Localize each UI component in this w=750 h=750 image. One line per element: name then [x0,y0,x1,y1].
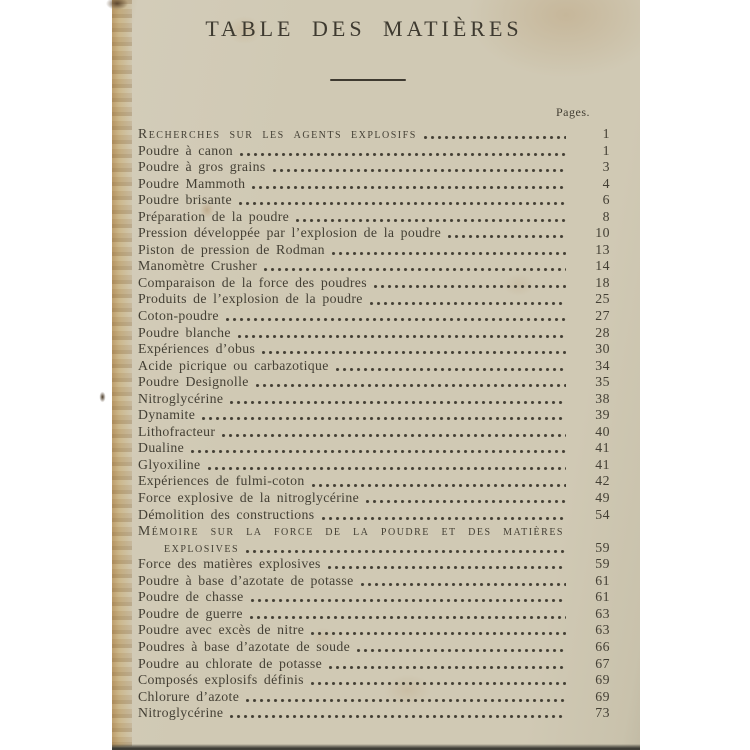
toc-entry [138,507,610,524]
dot-leader [329,666,566,669]
toc-entry-label: Poudre blanche [138,324,231,340]
toc-entry-label: Pression développée par l’explosion de la poudre [138,225,442,241]
toc-entry [138,275,610,292]
dot-leader [246,699,566,702]
dot-leader [239,202,566,205]
toc-entry-label: Poudre à gros grains [138,159,266,175]
dot-leader [250,616,566,619]
toc-entry-label: Recherches sur les agents explosifs [138,126,417,141]
toc-entry-label: Poudre Mammoth [138,175,246,191]
toc-entry [138,176,610,193]
dot-leader [222,434,566,437]
toc-entry [138,672,610,689]
toc-entry [138,440,610,457]
toc-entry-page-number: 61 [595,589,610,605]
toc-entry [138,689,610,706]
dot-leader [240,153,566,156]
toc-entry-page-number: 40 [595,423,610,439]
toc-entry-label: Force des matières explosives [138,556,321,572]
toc-entry-label: Expériences d’obus [138,341,256,357]
toc-entry-label: Démolition des constructions [138,506,315,522]
toc-entry-label: Dynamite [138,407,196,423]
dot-leader [252,186,566,189]
toc-list [138,126,610,722]
toc-entry-label: Acide picrique ou carbazotique [138,357,329,373]
toc-entry-label: Glyoxiline [138,456,201,472]
dot-leader [264,268,566,271]
toc-entry [138,556,610,573]
toc-entry-label: Poudre de chasse [138,589,244,605]
toc-entry [138,308,610,325]
toc-entry-page-number: 66 [595,638,610,654]
dot-leader [361,583,566,586]
toc-entry [138,143,610,160]
toc-entry [138,258,610,275]
toc-entry [138,159,610,176]
toc-entry-label: Poudres à base d’azotate de soude [138,638,351,654]
toc-entry-page-number: 6 [602,192,610,208]
dot-leader [366,500,566,503]
toc-entry-label: Force explosive de la nitroglycérine [138,490,360,506]
toc-entry-page-number: 67 [595,655,610,671]
toc-entry-page-number: 59 [595,556,610,572]
toc-entry [138,606,610,623]
toc-entry-page-number: 1 [602,142,610,158]
dot-leader [208,467,566,470]
dot-leader [273,169,566,172]
dot-leader [256,384,566,387]
title-divider [330,79,406,81]
toc-entry-page-number: 34 [595,357,610,373]
toc-entry-page-number: 35 [595,374,610,390]
toc-entry [138,490,610,507]
toc-entry-page-number: 27 [595,308,610,324]
dot-leader [357,649,566,652]
toc-entry [138,341,610,358]
toc-entry-page-number: 41 [595,440,610,456]
dot-leader [202,417,566,420]
toc-entry-page-number: 61 [595,572,610,588]
toc-entry [138,473,610,490]
dot-leader [251,599,566,602]
toc-entry-page-number: 63 [595,605,610,621]
toc-entry-label: Dualine [138,440,185,456]
dot-leader [246,550,566,553]
toc-entry [138,705,610,722]
toc-entry-page-number: 13 [595,241,610,257]
dot-leader [262,351,566,354]
dot-leader [191,450,566,453]
toc-entry-label-continuation: explosives [164,539,240,555]
page-bottom-edge [112,744,640,750]
toc-entry [138,291,610,308]
toc-entry-label: Nitroglycérine [138,390,224,406]
toc-entry-page-number: 28 [595,324,610,340]
dot-leader [311,632,566,635]
toc-entry-label: Poudre au chlorate de potasse [138,655,323,671]
toc-entry-label: Poudre brisante [138,192,232,208]
toc-entry [138,192,610,209]
toc-entry [138,358,610,375]
toc-entry-label: Nitroglycérine [138,705,224,721]
dot-leader [311,682,566,685]
toc-entry-page-number: 63 [595,622,610,638]
toc-entry-page-number: 4 [602,175,610,191]
toc-entry-label: Mémoire sur la force de la poudre et des matières [138,523,564,539]
toc-entry [138,573,610,590]
toc-entry [138,391,610,408]
toc-entry [138,639,610,656]
toc-entry-label: Manomètre Crusher [138,258,258,274]
toc-entry-label: Poudre à canon [138,142,233,158]
toc-entry-page-number: 25 [595,291,610,307]
toc-entry-page-number: 1 [602,126,610,141]
dot-leader [230,715,566,718]
toc-entry-page-number: 49 [595,490,610,506]
toc-entry-label: Piston de pression de Rodman [138,241,325,257]
toc-entry-label: Poudre Designolle [138,374,249,390]
toc-entry [138,407,610,424]
toc-entry-page-number: 8 [602,208,610,224]
dot-leader [370,302,566,305]
dot-leader [332,252,566,255]
toc-entry-page-number: 3 [602,159,610,175]
toc-entry [138,589,610,606]
page-left-edge [112,0,132,750]
toc-entry-page-number: 73 [595,705,610,721]
toc-entry [138,656,610,673]
toc-entry-page-number: 38 [595,390,610,406]
toc-entry-label: Poudre de guerre [138,605,243,621]
toc-entry-page-number: 10 [595,225,610,241]
toc-entry-page-number: 30 [595,341,610,357]
dot-leader [336,368,566,371]
toc-entry [138,126,610,143]
toc-entry-label: Coton-poudre [138,308,219,324]
toc-entry-page-number: 54 [595,506,610,522]
toc-entry-label: Lithofracteur [138,423,216,439]
toc-entry [138,622,610,639]
toc-entry-page-number: 69 [595,672,610,688]
toc-entry-label: Poudre avec excès de nitre [138,622,305,638]
dot-leader [226,318,566,321]
toc-entry-page-number: 69 [595,688,610,704]
dot-leader [328,566,566,569]
toc-entry-label: Poudre à base d’azotate de potasse [138,572,354,588]
dot-leader [322,517,566,520]
toc-entry-page-number: 42 [595,473,610,489]
toc-entry [138,374,610,391]
toc-entry [138,540,610,557]
toc-entry-label: Produits de l’explosion de la poudre [138,291,363,307]
toc-entry [138,242,610,259]
toc-entry [138,225,610,242]
page-title: TABLE DES MATIÈRES [205,16,523,41]
dot-leader [230,401,566,404]
dot-leader [296,219,566,222]
toc-entry-label: Chlorure d’azote [138,688,240,704]
pages-column-header: Pages. [556,105,590,119]
dot-leader [374,285,566,288]
toc-entry-label: Comparaison de la force des poudres [138,274,367,290]
toc-entry-page-number: 14 [595,258,610,274]
toc-entry [138,457,610,474]
toc-entry [138,325,610,342]
toc-entry-page-number: 39 [595,407,610,423]
toc-entry-page-number: 59 [595,539,610,555]
edge-speck [99,391,106,403]
dot-leader [448,235,566,238]
toc-entry [138,523,610,540]
dot-leader [238,335,566,338]
toc-entry-label: Composés explosifs définis [138,672,304,688]
book-page [112,0,640,750]
dot-leader [312,484,566,487]
dot-leader [424,136,566,139]
toc-entry-label: Expériences de fulmi-coton [138,473,305,489]
toc-entry-label: Préparation de la poudre [138,208,290,224]
toc-entry-page-number: 18 [595,274,610,290]
toc-entry-page-number: 41 [595,456,610,472]
toc-entry [138,209,610,226]
toc-entry [138,424,610,441]
